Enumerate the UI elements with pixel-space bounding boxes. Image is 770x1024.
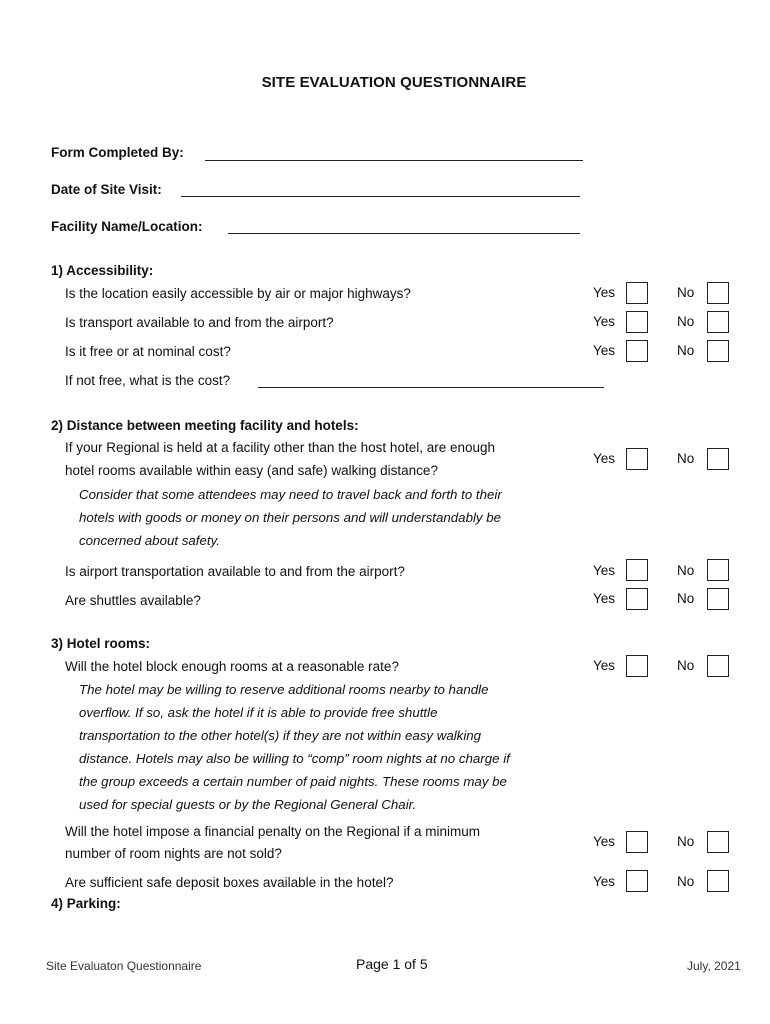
yes-label: Yes <box>593 451 616 466</box>
date-of-site-visit-field[interactable] <box>181 196 580 197</box>
yes-label: Yes <box>593 563 616 578</box>
yes-checkbox[interactable] <box>626 311 648 333</box>
footer-date: July, 2021 <box>687 959 741 973</box>
yes-label: Yes <box>593 834 616 849</box>
question-accessible-by-air: Is the location easily accessible by air or major highways? <box>65 286 411 301</box>
no-label: No <box>677 285 695 300</box>
question-airport-transportation: Is airport transportation available to and from the airport? <box>65 564 405 579</box>
question-hotel-block-rooms: Will the hotel block enough rooms at a reasonable rate? <box>65 659 399 674</box>
yes-checkbox[interactable] <box>626 588 648 610</box>
question-shuttles-available: Are shuttles available? <box>65 593 201 608</box>
question-enough-hotel-rooms-line2: hotel rooms available within easy (and safe) walking distance? <box>65 463 438 478</box>
no-checkbox[interactable] <box>707 870 729 892</box>
form-completed-by-label: Form Completed By: <box>51 145 184 160</box>
no-checkbox[interactable] <box>707 559 729 581</box>
no-checkbox[interactable] <box>707 448 729 470</box>
no-label: No <box>677 314 695 329</box>
facility-name-location-label: Facility Name/Location: <box>51 219 203 234</box>
question-cost-if-not-free: If not free, what is the cost? <box>65 373 231 388</box>
yes-label: Yes <box>593 285 616 300</box>
question-financial-penalty-line1: Will the hotel impose a financial penalty on the Regional if a minimum <box>65 824 480 839</box>
note-line: hotels with goods or money on their persons and will understandably be <box>79 510 502 525</box>
question-transport-available: Is transport available to and from the airport? <box>65 315 334 330</box>
yes-label: Yes <box>593 658 616 673</box>
form-completed-by-field[interactable] <box>205 160 583 161</box>
yes-label: Yes <box>593 591 616 606</box>
yes-checkbox[interactable] <box>626 448 648 470</box>
note-line: overflow. If so, ask the hotel if it is able to provide free shuttle <box>79 705 438 720</box>
yes-label: Yes <box>593 314 616 329</box>
note-line: transportation to the other hotel(s) if they are not within easy walking <box>79 728 482 743</box>
yes-checkbox[interactable] <box>626 340 648 362</box>
section-parking-heading: 4) Parking: <box>51 896 121 911</box>
yes-label: Yes <box>593 343 616 358</box>
yes-checkbox[interactable] <box>626 559 648 581</box>
no-label: No <box>677 343 695 358</box>
no-label: No <box>677 658 695 673</box>
section-distance-heading: 2) Distance between meeting facility and hotels: <box>51 418 359 433</box>
facility-name-location-field[interactable] <box>228 233 580 234</box>
note-line: distance. Hotels may also be willing to “comp” room nights at no charge if <box>79 751 510 766</box>
no-label: No <box>677 874 695 889</box>
question-safe-deposit-boxes: Are sufficient safe deposit boxes available in the hotel? <box>65 875 394 890</box>
yes-checkbox[interactable] <box>626 282 648 304</box>
yes-checkbox[interactable] <box>626 655 648 677</box>
no-label: No <box>677 451 695 466</box>
note-line: used for special guests or by the Regional General Chair. <box>79 797 417 812</box>
question-free-or-nominal-cost: Is it free or at nominal cost? <box>65 344 231 359</box>
no-checkbox[interactable] <box>707 588 729 610</box>
yes-checkbox[interactable] <box>626 831 648 853</box>
cost-field[interactable] <box>258 387 604 388</box>
no-checkbox[interactable] <box>707 655 729 677</box>
section-hotel-rooms-heading: 3) Hotel rooms: <box>51 636 151 651</box>
note-line: The hotel may be willing to reserve additional rooms nearby to handle <box>79 682 489 697</box>
section-accessibility-heading: 1) Accessibility: <box>51 263 154 278</box>
yes-checkbox[interactable] <box>626 870 648 892</box>
no-checkbox[interactable] <box>707 282 729 304</box>
footer-page-number: Page 1 of 5 <box>356 956 428 972</box>
note-line: concerned about safety. <box>79 533 220 548</box>
no-label: No <box>677 834 695 849</box>
no-checkbox[interactable] <box>707 311 729 333</box>
question-enough-hotel-rooms-line1: If your Regional is held at a facility other than the host hotel, are enough <box>65 440 496 455</box>
date-of-site-visit-label: Date of Site Visit: <box>51 182 162 197</box>
question-financial-penalty-line2: number of room nights are not sold? <box>65 846 282 861</box>
no-checkbox[interactable] <box>707 831 729 853</box>
no-label: No <box>677 591 695 606</box>
note-line: Consider that some attendees may need to travel back and forth to their <box>79 487 502 502</box>
no-label: No <box>677 563 695 578</box>
yes-label: Yes <box>593 874 616 889</box>
note-line: the group exceeds a certain number of paid nights. These rooms may be <box>79 774 507 789</box>
page-title: SITE EVALUATION QUESTIONNAIRE <box>261 74 527 91</box>
footer-document-name: Site Evaluaton Questionnaire <box>46 959 202 973</box>
no-checkbox[interactable] <box>707 340 729 362</box>
